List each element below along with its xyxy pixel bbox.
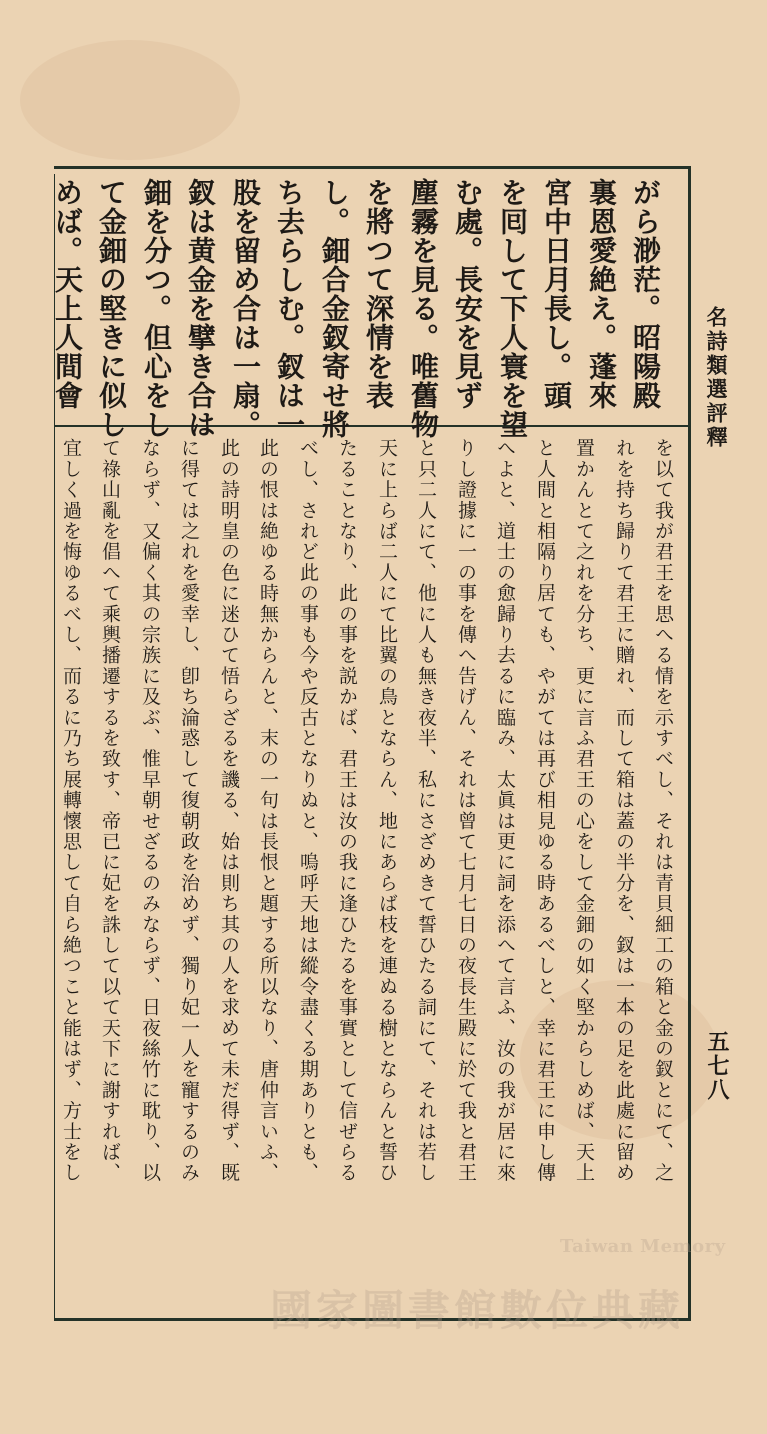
commentary-line: 此の恨は絶ゆる時無からんと、末の一句は長恨と題する所以なり、唐仲言いふ、 [257, 438, 279, 1184]
poem-line: を囘して下人寰を望 [496, 178, 529, 439]
poem-line: て金鈿の堅きに似し [95, 178, 128, 439]
commentary-line: に得ては之れを愛幸し、卽ち淪惑して復朝政を治めず、獨り妃一人を寵するのみ [178, 438, 200, 1184]
watermark-subtitle-text: Taiwan Memory [560, 1236, 726, 1257]
poem-line: がら渺茫。昭陽殿 [629, 178, 662, 410]
commentary-line: 宜しく過を悔ゆるべし、而るに乃ち展轉懷思して自ら絶つこと能はず、方士をし [60, 438, 82, 1184]
commentary-line: と只二人にて、他に人も無き夜半、私にさざめきて誓ひたる詞にて、それは若し [415, 438, 437, 1184]
commentary-line: 此の詩明皇の色に迷ひて悟らざるを譏る、始は則ち其の人を求めて未だ得ず、既 [218, 438, 240, 1184]
poem-line: 股を留め合は一扇。 [229, 178, 262, 439]
poem-line: 鈿を分つ。但心をし [140, 178, 173, 439]
poem-line: む處。長安を見ず [451, 178, 484, 410]
watermark-subtitle [560, 1236, 767, 1257]
poem-line: を將つて深情を表 [362, 178, 395, 410]
commentary-line: を以て我が君王を思へる情を示すべし、それは青貝細工の箱と金の釵とにて、之 [652, 438, 674, 1184]
watermark-text: 國家圖書館數位典藏 [270, 1286, 685, 1335]
poem-line: 宮中日月長し。頭 [540, 178, 573, 410]
book-title: 名詩類選評釋 [704, 306, 729, 450]
commentary-line: へよと、道士の愈歸り去るに臨み、太眞は更に詞を添へて言ふ、汝の我が居に來 [494, 438, 516, 1184]
page-number: 五七八 [704, 1030, 730, 1102]
poem-line: し。鈿合金釵寄せ將 [318, 178, 351, 439]
commentary-line: て祿山亂を倡へて乘輿播遷するを致す、帝已に妃を誅して以て天下に謝すれば、 [99, 438, 121, 1184]
paper-stain [20, 40, 240, 160]
commentary-line: べし、されど此の事も今や反古となりぬと、嗚呼天地は縱令盡くる期ありとも、 [297, 438, 319, 1184]
poem-line: めば。天上人間會 [51, 178, 84, 410]
watermark [270, 1278, 730, 1338]
commentary-line: 置かんとて之れを分ち、更に言ふ君王の心をして金鈿の如く堅からしめば、天上 [573, 438, 595, 1184]
commentary-line: りし證據に一の事を傳へ告げん、それは曾て七月七日の夜長生殿に於て我と君王 [455, 438, 477, 1184]
poem-line: 裏恩愛絶え。蓬來 [585, 178, 618, 410]
commentary-line: ならず、又偏く其の宗族に及ぶ、惟早朝せざるのみならず、日夜絲竹に耽り、以 [139, 438, 161, 1184]
commentary-line: 天に上らば二人にて比翼の鳥とならん、地にあらば枝を連ぬる樹とならんと誓ひ [376, 438, 398, 1184]
commentary-line: たることなり、此の事を説かば、君王は汝の我に逢ひたるを事實として信ぜらる [336, 438, 358, 1184]
poem-line: 釵は黄金を擘き合は [184, 178, 217, 439]
poem-line: ち去らしむ。釵は一 [273, 178, 306, 439]
commentary-line: れを持ち歸りて君王に贈れ、而して箱は蓋の半分を、釵は一本の足を此處に留め [613, 438, 635, 1184]
poem-line: 塵霧を見る。唯舊物 [407, 178, 440, 439]
commentary-line: と人間と相隔り居ても、やがては再び相見ゆる時あるべしと、幸に君王に申し傳 [534, 438, 556, 1184]
